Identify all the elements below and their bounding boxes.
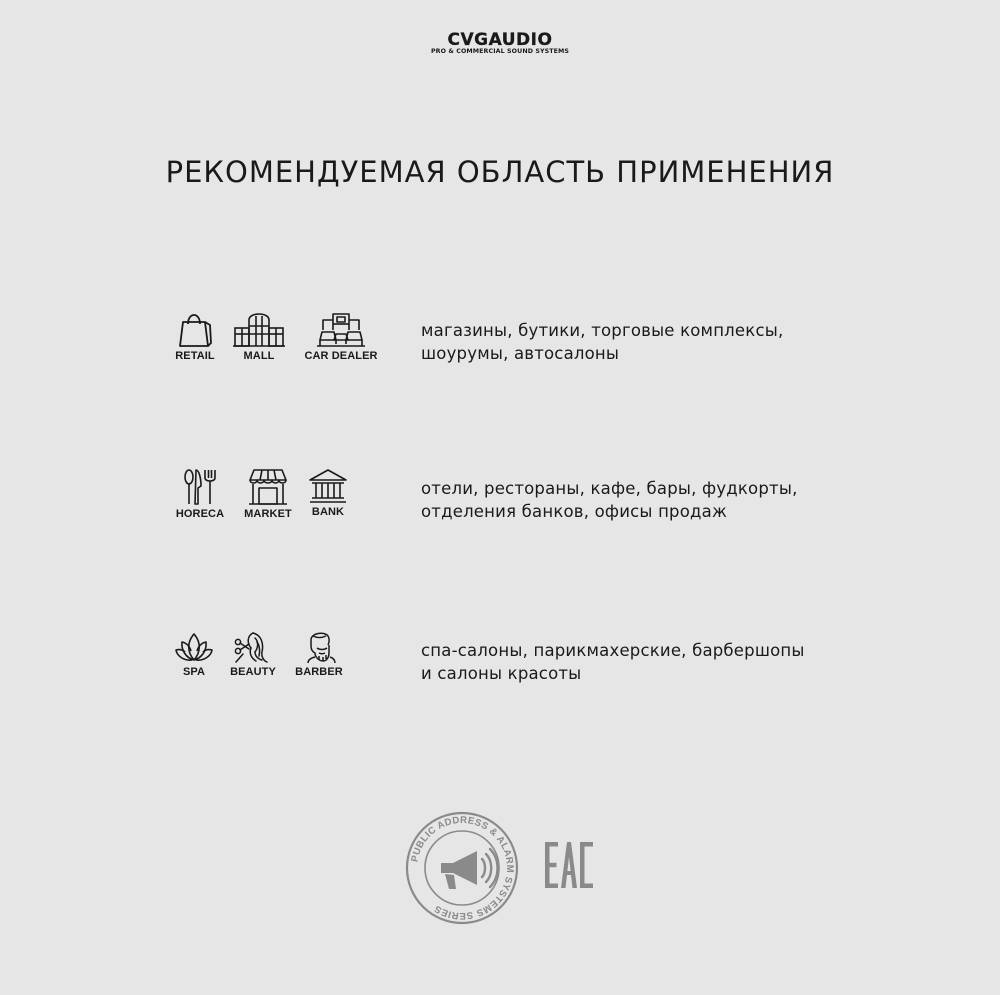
row-description xyxy=(421,319,981,365)
megaphone-icon xyxy=(441,849,498,889)
icon-label: HORECA xyxy=(175,508,225,520)
bearded-man-icon xyxy=(302,630,336,664)
row-description xyxy=(421,639,981,685)
icon-label: SPA xyxy=(182,666,206,678)
icon-label: MARKET xyxy=(244,508,292,520)
description-line: спа-салоны, парикмахерские, барбершопы xyxy=(421,641,805,660)
icon-group-car-dealer xyxy=(296,310,386,362)
market-stall-icon xyxy=(248,468,288,506)
brand-name: CVGAUDIO xyxy=(447,30,553,50)
hair-salon-icon xyxy=(233,630,273,664)
description-line: и салоны красоты xyxy=(421,664,582,683)
icon-label: BANK xyxy=(311,506,345,518)
row-description xyxy=(421,477,981,523)
icon-label: RETAIL xyxy=(175,350,215,362)
icon-group-bank xyxy=(283,468,373,518)
description-line: магазины, бутики, торговые комплексы, xyxy=(421,321,784,340)
description-line: шоурумы, автосалоны xyxy=(421,344,620,363)
icon-label: BEAUTY xyxy=(230,666,276,678)
brand-tagline: PRO & COMMERCIAL SOUND SYSTEMS xyxy=(430,48,570,55)
car-dealer-icon xyxy=(317,310,365,348)
cutlery-icon xyxy=(182,468,218,506)
category-row-retail xyxy=(0,310,1000,380)
icon-group-barber xyxy=(274,630,364,678)
icon-group-mall xyxy=(214,310,304,362)
icon-label: CAR DEALER xyxy=(304,350,378,362)
page-title: РЕКОМЕНДУЕМАЯ ОБЛАСТЬ ПРИМЕНЕНИЯ xyxy=(165,155,835,189)
eac-certification-mark xyxy=(545,842,593,888)
shopping-bag-icon xyxy=(175,310,215,348)
description-line: отделения банков, офисы продаж xyxy=(421,502,728,521)
category-row-horeca xyxy=(0,468,1000,538)
category-row-spa xyxy=(0,630,1000,700)
icon-label: MALL xyxy=(243,350,275,362)
brand-logo xyxy=(417,32,583,58)
badge-text: PUBLIC ADDRESS & ALARM SYSTEMS SERIES xyxy=(409,814,516,922)
description-line: отели, рестораны, кафе, бары, фудкорты, xyxy=(421,479,798,498)
icon-label: BARBER xyxy=(295,666,343,678)
mall-building-icon xyxy=(233,310,285,348)
bank-building-icon xyxy=(308,468,348,504)
series-badge xyxy=(405,811,519,925)
